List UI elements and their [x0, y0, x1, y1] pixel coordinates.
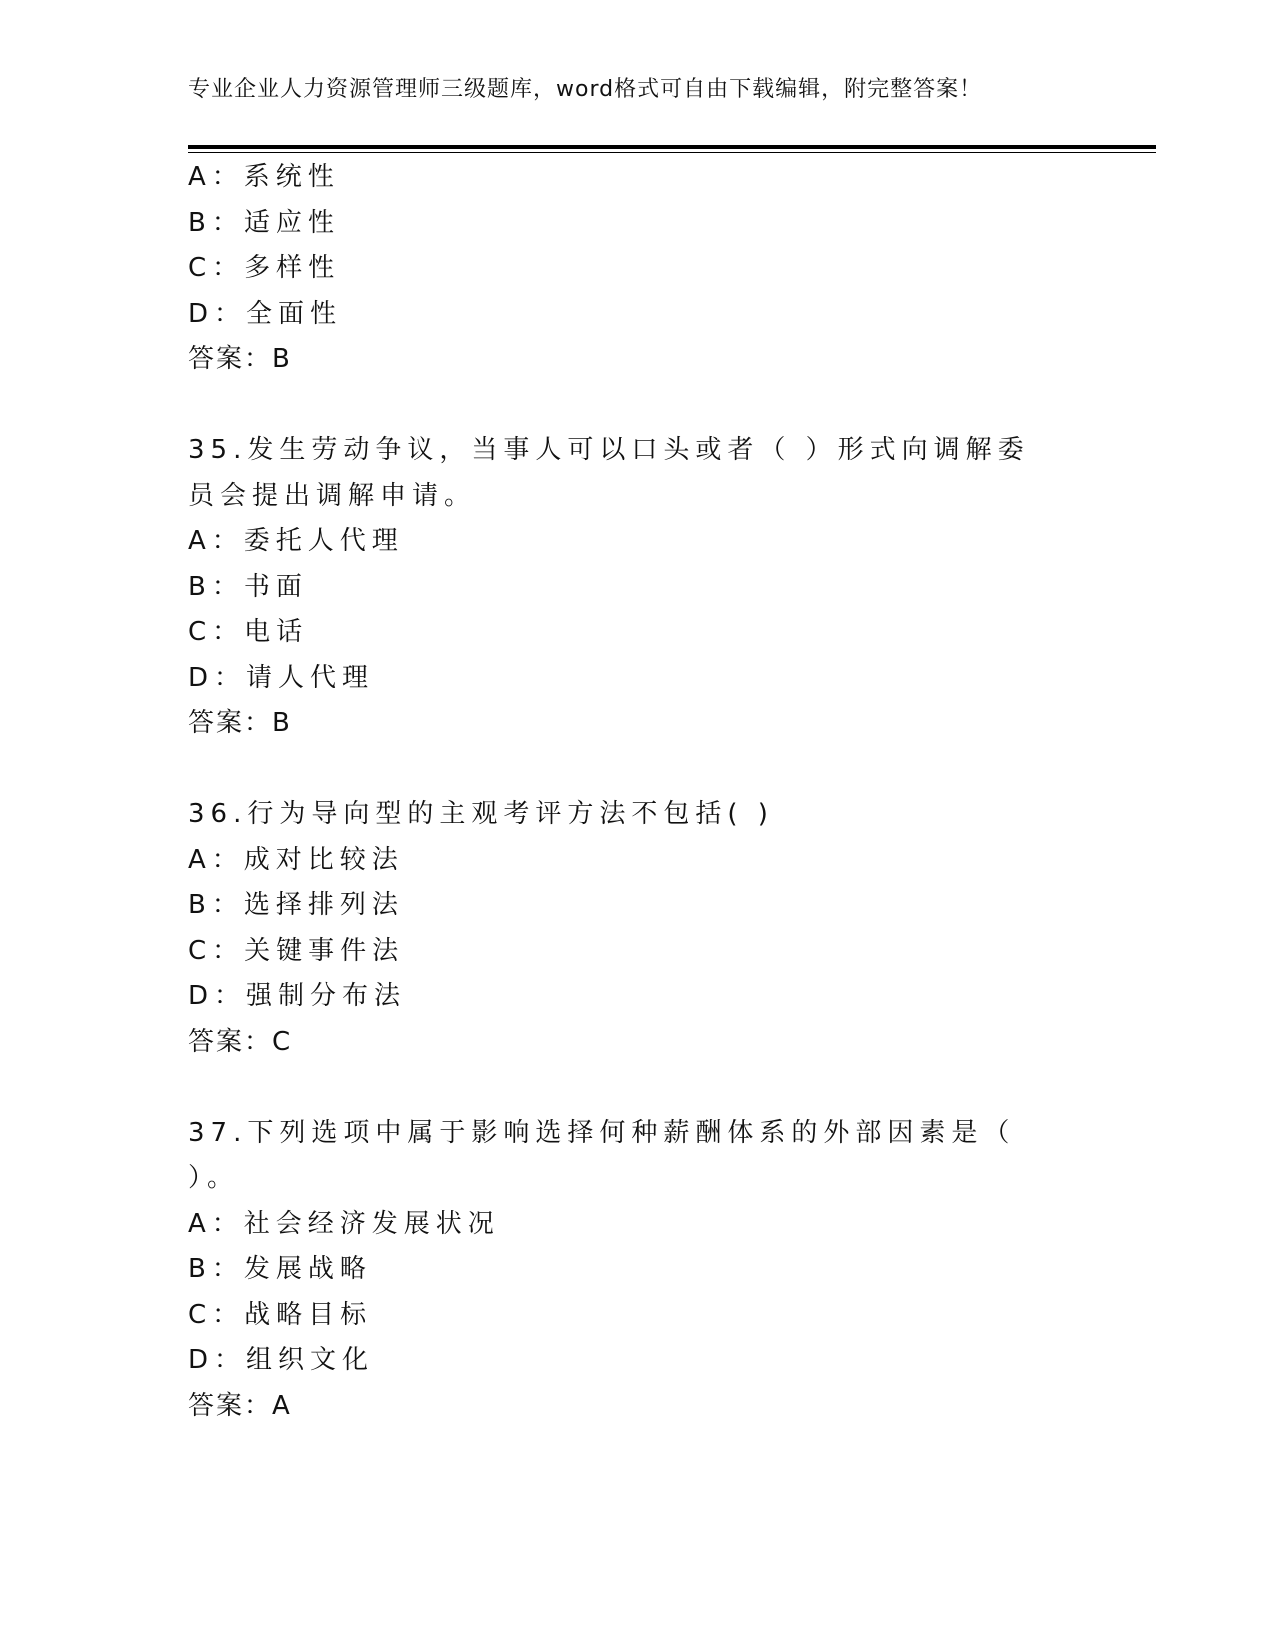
question-stem: 37.下列选项中属于影响选择何种薪酬体系的外部因素是（ ）。 — [188, 1117, 1080, 1193]
question-34-tail — [188, 155, 1108, 383]
option-c: C：战略目标 — [188, 1299, 373, 1330]
question-stem: 35.发生劳动争议，当事人可以口头或者（ ）形式向调解委员会提出调解申请。 — [188, 435, 1030, 511]
page-header: 专业企业人力资源管理师三级题库，word格式可自由下载编辑，附完整答案！ — [188, 77, 983, 102]
option-a: A：系统性 — [188, 162, 340, 192]
answer: 答案：C — [188, 1026, 293, 1057]
spacer — [188, 383, 1108, 429]
question-37 — [188, 1111, 1108, 1430]
question-36 — [188, 792, 1108, 1065]
option-c: C：电话 — [188, 617, 309, 647]
option-a: A：成对比较法 — [188, 844, 404, 875]
option-a: A：委托人代理 — [188, 526, 404, 556]
header-rule-thick — [188, 145, 1156, 149]
option-d: D：请人代理 — [188, 662, 375, 693]
answer: 答案：B — [188, 344, 292, 374]
header-rule-thin — [188, 152, 1156, 153]
answer: 答案：A — [188, 1390, 292, 1421]
option-d: D：全面性 — [188, 298, 343, 329]
spacer — [188, 747, 1108, 793]
option-c: C：关键事件法 — [188, 935, 405, 966]
option-b: B：发展战略 — [188, 1254, 372, 1284]
option-c: C：多样性 — [188, 253, 341, 283]
document-body — [188, 155, 1108, 1429]
spacer — [188, 1065, 1108, 1111]
option-a: A：社会经济发展状况 — [188, 1208, 500, 1239]
answer: 答案：B — [188, 708, 292, 738]
question-35 — [188, 428, 1108, 747]
option-b: B：书面 — [188, 571, 308, 602]
question-stem: 36.行为导向型的主观考评方法不包括( ) — [188, 799, 774, 829]
option-d: D：组织文化 — [188, 1345, 375, 1375]
option-d: D：强制分布法 — [188, 981, 407, 1011]
option-b: B：适应性 — [188, 207, 340, 238]
option-b: B：选择排列法 — [188, 890, 404, 920]
